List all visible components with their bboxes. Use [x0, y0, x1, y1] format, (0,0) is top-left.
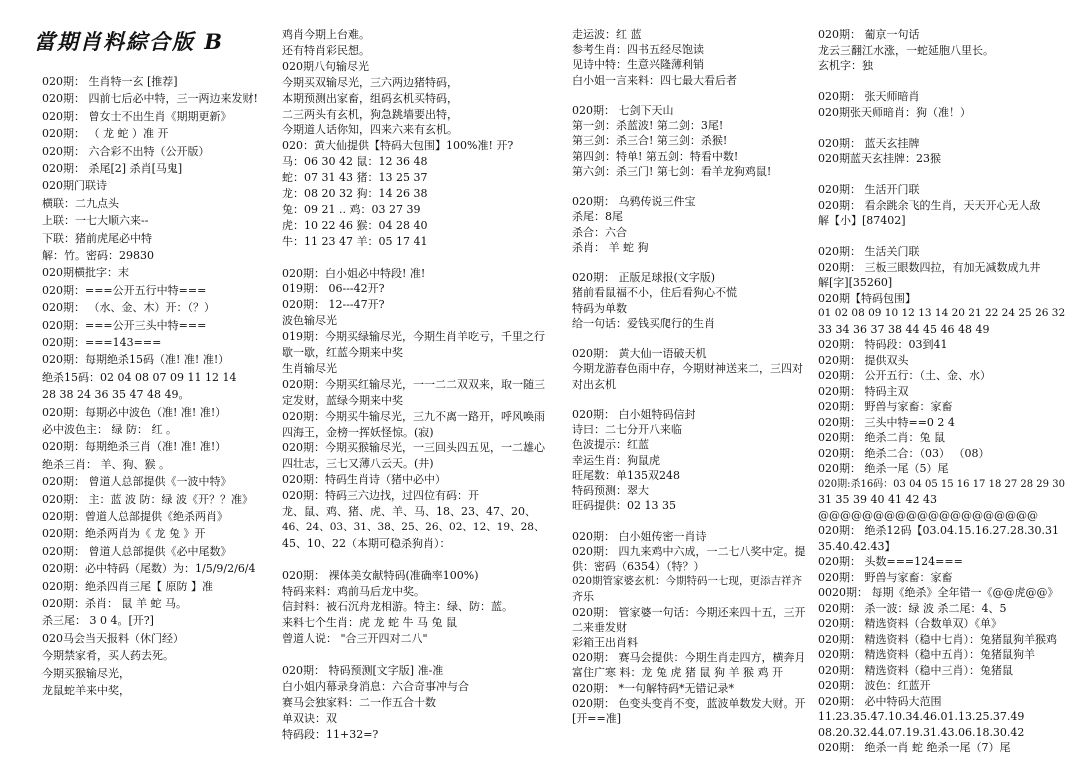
- col2-line: 019期：今期买绿输尽光，今期生肖羊吃亏，千里之行: [282, 330, 545, 344]
- col4-line: 31 35 39 40 41 42 43: [818, 493, 937, 506]
- col3-line: 特码预测：翠大: [572, 484, 649, 497]
- col4-line: 020期： 公开五行：（土、金、水）: [818, 369, 991, 382]
- col1-line: 必中波色主： 绿 防： 红 。: [42, 423, 177, 436]
- col1-line: 解：竹。密码：29830: [42, 249, 154, 262]
- col4-line: 020期： 看余跳余飞的生肖，天天开心无人敌: [818, 198, 1041, 212]
- col1-line: 020期： 生肖特一玄 [推荐]: [42, 75, 178, 88]
- col4-line: 龙云三翻江水涨，一蛇延胞八里长。: [818, 43, 994, 57]
- col3-line: 对出玄机: [572, 377, 616, 391]
- col2-line: 020期：白小姐必中特段! 准!: [282, 266, 426, 280]
- col3-line: 旺尾数：单135双248: [572, 468, 680, 482]
- col3-line: 第三剑：杀三合! 第三剑：杀猴!: [572, 134, 728, 148]
- col3-line: 富住广寒 料：龙 兔 虎 猪 鼠 狗 羊 猴 鸡 开: [572, 666, 783, 680]
- col3-line: 第四剑：特单! 第五剑：特看中数!: [572, 149, 739, 163]
- col4-line: 020期： 头数===124===: [818, 555, 963, 568]
- col4-line: 020期蓝天玄挂牌：23猴: [818, 152, 941, 165]
- col3-line: 杀肖： 羊 蛇 狗: [572, 240, 649, 254]
- col4-line: 020期： 三头中特==0 2 4: [818, 415, 955, 429]
- col4-line: 020期： 精选资料（稳中五肖）：兔猪鼠狗羊: [818, 648, 1035, 661]
- col3-line: 二来垂发财: [572, 620, 627, 634]
- col3-line: 020期： 色变头变肖不变，蓝波单数发大财。开: [572, 696, 806, 710]
- col4-line: 解【小】[87402]: [818, 214, 906, 227]
- col1-line: 020期： 六合彩不出特（公开版）: [42, 144, 210, 158]
- col2-line: 马：06 30 42 鼠：12 36 48: [282, 155, 428, 169]
- col4-line: 020期张天师暗肖：狗（准！）: [818, 105, 971, 119]
- col1-line: 020期：===公开三头中特===: [42, 318, 207, 332]
- col4-line: 020期： 绝杀二合：（03） （08）: [818, 446, 990, 460]
- col2-line: 019期： 06---42开?: [282, 282, 385, 296]
- col1-line: 020期：每期绝杀15码（准! 准! 准!）: [42, 353, 230, 367]
- col3-line: 供：密码（6354）（特？）: [572, 560, 705, 573]
- col2-line: 单双诀：双: [282, 711, 337, 725]
- col2-line: 特码来料：鸡前马后龙中奖。: [282, 584, 425, 598]
- col3-line: 020期管家婆玄机：今期特码一七现，更添吉祥齐: [572, 575, 803, 588]
- col2-line: 020期： 12---47开?: [282, 298, 385, 312]
- col3-line: 齐乐: [572, 590, 594, 604]
- col4-line: 020期： 必中特码大范围: [818, 694, 942, 708]
- col2-line: 龙：08 20 32 狗：14 26 38: [282, 187, 428, 200]
- col2-line: 波色输尽光: [282, 314, 337, 328]
- col2-line: 020期：特码生肖诗（猪中必中）: [282, 473, 446, 487]
- col4-line: 020期： 三板三眼数四拉，有加无减数成九井: [818, 260, 1041, 274]
- col4-line: 35.40.42.43】: [818, 539, 896, 553]
- col3-line: 第六剑：杀三门! 第七剑：看羊龙狗鸡鼠!: [572, 164, 772, 178]
- col1-line: 020马会当天报料（休门经）: [42, 631, 184, 645]
- col2-line: 定发财，蓝绿今期来中奖: [282, 393, 403, 407]
- col4-line: 08.20.32.44.07.19.31.43.06.18.30.42: [818, 725, 1025, 739]
- col4-line: 020期： 葡京一句话: [818, 28, 920, 41]
- col4-line: 020期【特码包围】: [818, 291, 916, 305]
- col4-line: 020期： 张天师暗肖: [818, 90, 920, 103]
- col1-line: 020期：杀肖： 鼠 羊 蛇 马。: [42, 597, 187, 610]
- col1-line: 020期： 杀尾[2] 杀肖[马鬼]: [42, 162, 183, 175]
- col2-line: 020期八句输尽光: [282, 59, 369, 73]
- col4-line: 020期： 精选资料（稳中三肖）：兔猪鼠: [818, 663, 1013, 677]
- col1-line: 杀三尾： 3 0 4。[开?]: [42, 614, 154, 628]
- col4-line: 11.23.35.47.10.34.46.01.13.25.37.49: [818, 710, 1025, 723]
- col4-line: 0020期： 每期《绝杀》全年错一《@@虎@@》: [818, 586, 1059, 599]
- col3-line: 020期： 四九来鸡中六成，一二七八奖中定。提: [572, 544, 806, 558]
- col1-line: 020期： 曾道人总部提供《一波中特》: [42, 475, 232, 489]
- col3-line: 杀合：六合: [572, 225, 627, 239]
- col2-line: 二三两头有玄机，狗急跳墙要出特，: [282, 107, 458, 121]
- col4-line: 020期： 提供双头: [818, 353, 909, 367]
- col4-line: 020期： 绝杀一尾（5）尾: [818, 462, 949, 475]
- col3-line: 020期： 乌鸦传说三件宝: [572, 195, 696, 209]
- col1-line: 020期： 曾女士不出生肖《期期更新》: [42, 109, 232, 123]
- col2-line: 四壮志，三七又薄八云天。(井): [282, 457, 434, 471]
- page-title: 當期肖料綜合版 B: [34, 29, 225, 54]
- col2-line: 蛇：07 31 43 猪：13 25 37: [282, 171, 428, 185]
- col2-line: 兔：09 21 .. 鸡：03 27 39: [282, 202, 421, 216]
- col4-line: 020期： 精选资料（合数单双）《单》: [818, 617, 1002, 630]
- col2-line: 今期道人话你知，四来六来有玄机。: [282, 123, 458, 137]
- col2-line: 赛马会独家料：二一作五合十数: [282, 695, 436, 709]
- col4-line: 020期:杀16码：03 04 05 15 16 17 18 27 28 29 30: [818, 478, 1065, 490]
- col1-line: 绝杀三肖： 羊、狗、猴 。: [42, 457, 170, 471]
- col3-line: 彩箱王出肖料: [572, 636, 638, 649]
- col3-line: 020期： 白小姐传密一肖诗: [572, 529, 707, 543]
- col3-line: 020期： 白小姐特码信封: [572, 408, 696, 421]
- col3-line: 020期： 黄大仙一语破天机: [572, 347, 707, 361]
- col3-line: [开==准]: [572, 712, 622, 725]
- col3-line: 020期： 七剑下天山: [572, 104, 674, 117]
- col3-line: 色波提示：红蓝: [572, 438, 649, 452]
- col1-line: 020期：===143===: [42, 336, 162, 349]
- col2-line: 生肖输尽光: [282, 361, 337, 375]
- col3-line: 020期： 管家婆一句话：今期还来四十五，三开: [572, 605, 806, 619]
- col2-line: 45、10、22（本期可稳杀狗肖）：: [282, 536, 451, 550]
- col4-line: 020期： 绝杀二肖：兔 鼠: [818, 431, 945, 444]
- col2-line: 曾道人说： "合三开四对二八": [282, 632, 428, 646]
- col2-line: 46、24、03、31、38、25、26、02、12、19、28、: [282, 520, 545, 533]
- col3-line: 旺码提供：02 13 35: [572, 499, 676, 513]
- col1-line: 020期： 曾道人总部提供《必中尾数》: [42, 544, 232, 558]
- col1-line: 020期：绝杀两肖为《 龙 兔 》开: [42, 527, 206, 541]
- col2-line: 今期买双输尽光，三六两边猪特码，: [282, 75, 458, 89]
- col2-line: 020期：特码三六边找，过四位有码：开: [282, 489, 479, 503]
- col1-line: 020期门联诗: [42, 179, 107, 193]
- col1-line: 020期：必中特码（尾数）为：1/5/9/2/6/4: [42, 562, 256, 576]
- col4-line: 020期： 精选资料（稳中七肖）：兔猪鼠狗羊猴鸡: [818, 632, 1057, 646]
- col3-line: 白小姐一言来料：四七最大看后者: [572, 73, 737, 87]
- col4-line: 01 02 08 09 10 12 13 14 20 21 22 24 25 26 32: [818, 307, 1066, 319]
- col3-line: 见诗中特：生意兴隆薄利销: [572, 58, 704, 72]
- col2-line: 歇一歇，红蓝今期来中奖: [282, 346, 403, 359]
- col3-line: 特码为单数: [572, 301, 627, 315]
- col4-line: 020期： 绝杀12码【03.04.15.16.27.28.30.31: [818, 524, 1059, 537]
- col4-line: 020期： 蓝天玄挂牌: [818, 136, 920, 150]
- col4-line: @@@@@@@@@@@@@@@@@@@@: [818, 508, 1038, 522]
- col1-line: 020期：===公开五行中特===: [42, 283, 207, 297]
- col1-line: 020期：每期绝杀三肖（准! 准! 准!）: [42, 440, 227, 454]
- col2-line: 牛：11 23 47 羊：05 17 41: [282, 234, 428, 248]
- col2-line: 白小姐内幕录身消息：六合奇事冲与合: [282, 679, 469, 693]
- col2-line: 020期：今期买红输尽光，一一二二双双来，取一随三: [282, 377, 545, 391]
- col3-line: 参考生肖：四书五经尽饱读: [572, 43, 704, 57]
- col1-line: 横联：二九点头: [42, 196, 119, 210]
- col2-line: 信封料：被石沉舟龙相游。特主：绿、防：蓝。: [282, 600, 513, 614]
- col1-line: 020期： 四前七后必中特，三一两边来发财!: [42, 92, 258, 106]
- col2-line: 来料七个生肖：虎 龙 蛇 牛 马 兔 鼠: [282, 616, 457, 630]
- col3-line: 走运波：红 蓝: [572, 28, 642, 41]
- col4-line: 33 34 36 37 38 44 45 46 48 49: [818, 322, 990, 336]
- col4-line: 020期： 特码主双: [818, 384, 909, 398]
- col1-line: 020期：曾道人总部提供《绝杀两肖》: [42, 510, 228, 523]
- col2-line: 本期预测出家畜，组码玄机买特码，: [282, 91, 458, 105]
- col4-line: 020期： 绝杀一肖 蛇 绝杀一尾（7）尾: [818, 741, 1011, 754]
- col2-line: 020期： 特码预测[文字版] 准-准: [282, 664, 444, 677]
- col4-line: 020期： 生活开门联: [818, 183, 920, 196]
- col2-line: 鸡肖今期上台难。: [282, 28, 370, 41]
- col2-line: 特码段：11+32=?: [282, 727, 379, 741]
- col4-line: 玄机字：独: [818, 59, 873, 72]
- col3-line: 猪前看鼠福不小，住后看狗心不慌: [572, 286, 737, 300]
- col1-line: 020期： （水、金、木）开：（？）: [42, 301, 215, 315]
- col1-line: 上联：一七大顺六来--: [42, 214, 149, 228]
- col3-line: 诗曰：二七分开八来临: [572, 423, 682, 437]
- col2-line: 还有特肖彩民想。: [282, 43, 370, 57]
- col3-line: 给一句话：爱钱买爬行的生肖: [572, 316, 715, 330]
- col4-line: 020期： 波色：红蓝开: [818, 679, 931, 692]
- col1-line: 龙鼠蛇羊来中奖，: [42, 684, 130, 697]
- col3-line: 020期： *一句解特码*无错记录*: [572, 681, 734, 695]
- col2-line: 020：黄大仙提供【特码大包围】100%准! 开?: [282, 139, 514, 153]
- col3-line: 今期龙游春色雨中存，今期财神送来二，三四对: [572, 362, 803, 376]
- col4-line: 020期： 野兽与家畜：家畜: [818, 570, 953, 584]
- col4-line: 020期： 特码段：03到41: [818, 338, 948, 351]
- col3-line: 杀尾：8尾: [572, 210, 623, 224]
- col1-line: 020期： （ 龙 蛇 ）准 开: [42, 127, 169, 141]
- col1-line: 今期买猴输尽光，: [42, 666, 130, 680]
- col1-line: 28 38 24 36 35 47 48 49。: [42, 388, 190, 402]
- col2-line: 020期： 裸体美女献特码(准确率100%): [282, 568, 479, 582]
- col3-line: 幸运生肖：狗鼠虎: [572, 453, 660, 467]
- col2-line: 四海王，金榜一挥妖怪惊。(寂): [282, 425, 434, 439]
- col1-line: 020期：每期必中波色（准! 准! 准!）: [42, 405, 227, 419]
- col4-line: 020期： 生活关门联: [818, 245, 920, 258]
- col3-line: 020期： 正版足球报(文字版): [572, 271, 716, 285]
- col1-line: 020期：绝杀四肖三尾【 原防 】准: [42, 579, 213, 593]
- col2-line: 020期：今期买猴输尽光，一三回头四五见，一二雄心: [282, 441, 545, 455]
- col1-line: 今期禁家肴，买人药去死。: [42, 649, 174, 663]
- col4-line: 解[字][35260]: [818, 276, 893, 289]
- col4-line: 020期： 野兽与家畜：家畜: [818, 400, 953, 413]
- col1-line: 020期横批字：末: [42, 266, 129, 280]
- col1-line: 020期： 主：蓝 波 防：绿 波《开？？准》: [42, 492, 253, 506]
- col3-line: 第一剑：杀蓝波! 第二剑：3尾!: [572, 119, 724, 133]
- col4-line: 020期： 杀一波：绿 波 杀二尾：4、5: [818, 601, 1007, 615]
- col3-line: 020期： 赛马会提供：今期生肖走四方，横奔月: [572, 651, 806, 665]
- col2-line: 020期：今期买牛输尽光，三九不离一路开，呼风唤雨: [282, 409, 545, 423]
- col2-line: 龙、鼠、鸡、猪、虎、羊、马、18、23、47、20、: [282, 505, 536, 518]
- col1-line: 下联：猪前虎尾必中特: [42, 231, 152, 245]
- col1-line: 绝杀15码：02 04 08 07 09 11 12 14: [42, 370, 237, 384]
- col2-line: 虎：10 22 46 猴：04 28 40: [282, 218, 428, 232]
